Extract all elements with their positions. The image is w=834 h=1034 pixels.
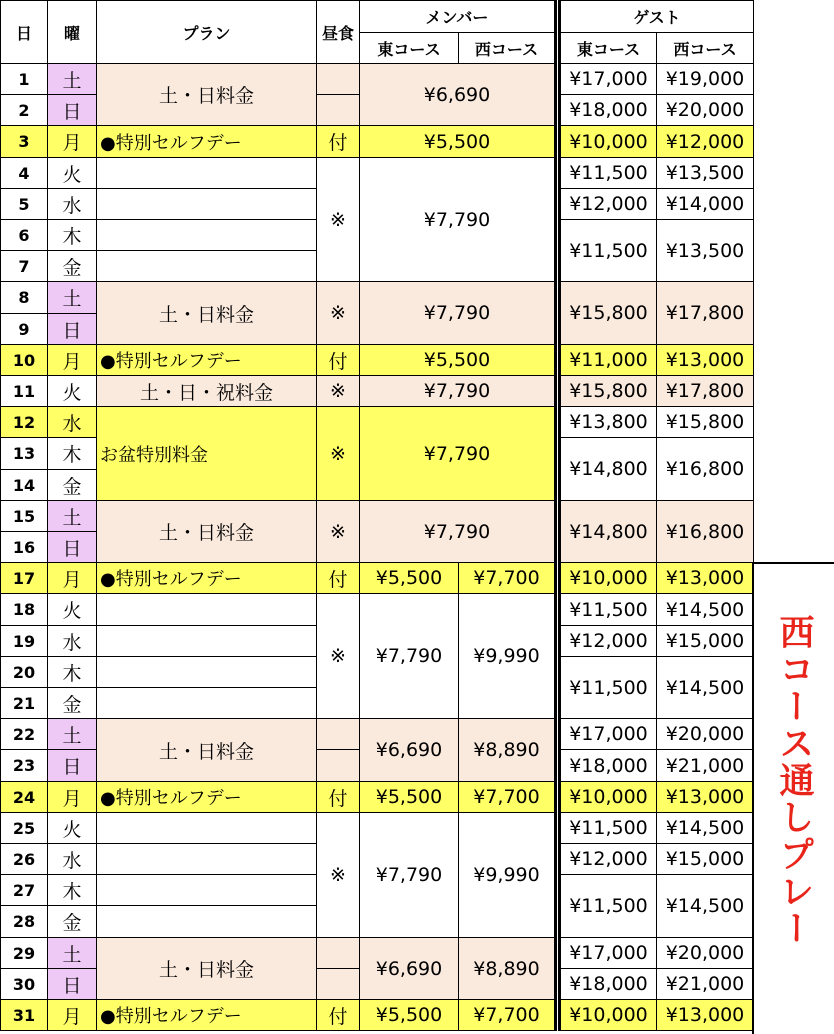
weekday: 水 [47, 843, 97, 875]
guest-east-price: ¥13,800 [558, 406, 657, 438]
member-west-price: ¥7,700 [458, 781, 557, 813]
day-number: 4 [0, 157, 48, 189]
plan-blank [96, 188, 317, 220]
plan-name: 土・日料金 [96, 937, 317, 1000]
guest-east-price: ¥12,000 [558, 843, 657, 875]
lunch-mark: 付 [316, 125, 360, 158]
plan-blank [96, 157, 317, 189]
weekday: 日 [47, 749, 97, 782]
weekday: 土 [47, 718, 97, 750]
weekday: 火 [47, 593, 97, 626]
plan-name: 土・日料金 [96, 500, 317, 563]
guest-east-price: ¥10,000 [558, 781, 657, 813]
guest-west-price: ¥21,000 [656, 749, 754, 782]
day-number: 31 [0, 999, 48, 1031]
day-number: 8 [0, 281, 48, 314]
guest-east-price: ¥11,500 [558, 593, 657, 626]
day-number: 20 [0, 656, 48, 688]
guest-east-price: ¥11,500 [558, 157, 657, 189]
plan-blank [96, 219, 317, 251]
lunch-mark: ※ [316, 593, 360, 719]
lunch-blank [316, 718, 360, 750]
weekday: 日 [47, 313, 97, 345]
member-price: ¥7,790 [359, 406, 557, 501]
header-day: 日 [0, 0, 48, 64]
weekday: 月 [47, 999, 97, 1031]
guest-east-price: ¥10,000 [558, 999, 657, 1031]
day-number: 29 [0, 937, 48, 969]
guest-east-price: ¥11,500 [558, 874, 657, 938]
day-number: 12 [0, 406, 48, 438]
member-price: ¥5,500 [359, 344, 557, 376]
plan-blank [96, 625, 317, 657]
plan-special-self-day: ●特別セルフデー [96, 562, 317, 594]
weekday: 日 [47, 968, 97, 1000]
day-number: 7 [0, 250, 48, 282]
plan-blank [96, 812, 317, 844]
member-east-price: ¥5,500 [359, 781, 459, 813]
guest-east-price: ¥15,800 [558, 375, 657, 407]
guest-east-price: ¥11,500 [558, 656, 657, 719]
plan-blank [96, 593, 317, 626]
lunch-mark: ※ [316, 281, 360, 345]
day-number: 18 [0, 593, 48, 626]
day-number: 19 [0, 625, 48, 657]
lunch-mark: ※ [316, 500, 360, 563]
guest-east-price: ¥17,000 [558, 718, 657, 750]
guest-west-price: ¥20,000 [656, 937, 754, 969]
weekday: 日 [47, 531, 97, 563]
lunch-mark: 付 [316, 781, 360, 813]
weekday: 金 [47, 687, 97, 719]
member-east-price: ¥6,690 [359, 718, 459, 782]
weekday: 日 [47, 94, 97, 126]
day-number: 15 [0, 500, 48, 532]
plan-blank [96, 656, 317, 688]
member-west-price: ¥8,890 [458, 937, 557, 1000]
plan-special-self-day: ●特別セルフデー [96, 344, 317, 376]
plan-name: 土・日料金 [96, 63, 317, 126]
weekday: 火 [47, 157, 97, 189]
weekday: 土 [47, 281, 97, 314]
day-number: 10 [0, 344, 48, 376]
member-west-price: ¥7,700 [458, 562, 557, 594]
guest-east-price: ¥12,000 [558, 188, 657, 220]
weekday: 水 [47, 188, 97, 220]
weekday: 木 [47, 437, 97, 470]
day-number: 17 [0, 562, 48, 594]
weekday: 土 [47, 937, 97, 969]
day-number: 9 [0, 313, 48, 345]
header-guest-east: 東コース [558, 32, 657, 64]
lunch-blank [316, 63, 360, 95]
header-dow: 曜 [47, 0, 97, 64]
day-number: 24 [0, 781, 48, 813]
lunch-mark: ※ [316, 812, 360, 938]
day-number: 14 [0, 469, 48, 501]
lunch-mark: ※ [316, 157, 360, 282]
guest-west-price: ¥15,800 [656, 406, 754, 438]
banner-text: 西コース通しプレー [774, 614, 814, 947]
guest-west-price: ¥21,000 [656, 968, 754, 1000]
guest-east-price: ¥11,500 [558, 219, 657, 282]
lunch-mark: 付 [316, 344, 360, 376]
guest-east-price: ¥17,000 [558, 63, 657, 95]
day-number: 22 [0, 718, 48, 750]
guest-west-price: ¥13,000 [656, 562, 754, 594]
member-east-price: ¥5,500 [359, 562, 459, 594]
lunch-blank [316, 937, 360, 969]
weekday: 火 [47, 375, 97, 407]
day-number: 1 [0, 63, 48, 95]
member-east-price: ¥5,500 [359, 999, 459, 1031]
guest-west-price: ¥20,000 [656, 718, 754, 750]
guest-east-price: ¥10,000 [558, 562, 657, 594]
guest-east-price: ¥11,000 [558, 344, 657, 376]
plan-blank [96, 843, 317, 875]
guest-west-price: ¥13,000 [656, 344, 754, 376]
guest-west-price: ¥13,500 [656, 219, 754, 282]
guest-west-price: ¥12,000 [656, 125, 754, 158]
weekday: 木 [47, 219, 97, 251]
header-lunch: 昼食 [316, 0, 360, 64]
guest-east-price: ¥10,000 [558, 125, 657, 158]
guest-west-price: ¥14,500 [656, 656, 754, 719]
member-price: ¥7,790 [359, 281, 557, 345]
lunch-blank [316, 968, 360, 1000]
member-price: ¥6,690 [359, 63, 557, 126]
guest-east-price: ¥18,000 [558, 749, 657, 782]
day-number: 5 [0, 188, 48, 220]
guest-east-price: ¥14,800 [558, 437, 657, 501]
day-number: 6 [0, 219, 48, 251]
guest-west-price: ¥19,000 [656, 63, 754, 95]
weekday: 土 [47, 63, 97, 95]
lunch-mark: 付 [316, 999, 360, 1031]
lunch-mark: ※ [316, 406, 360, 501]
guest-west-price: ¥15,000 [656, 625, 754, 657]
lunch-blank [316, 94, 360, 126]
weekday: 水 [47, 625, 97, 657]
day-number: 23 [0, 749, 48, 782]
member-price: ¥5,500 [359, 125, 557, 158]
day-number: 28 [0, 905, 48, 938]
header-member-west: 西コース [458, 32, 557, 64]
header-member-east: 東コース [359, 32, 459, 64]
day-number: 16 [0, 531, 48, 563]
member-west-price: ¥7,700 [458, 999, 557, 1031]
day-number: 30 [0, 968, 48, 1000]
plan-special-self-day: ●特別セルフデー [96, 999, 317, 1031]
weekday: 月 [47, 562, 97, 594]
guest-west-price: ¥14,500 [656, 812, 754, 844]
lunch-mark: ※ [316, 375, 360, 407]
guest-west-price: ¥20,000 [656, 94, 754, 126]
plan-blank [96, 874, 317, 906]
member-west-price: ¥9,990 [458, 812, 557, 938]
weekday: 火 [47, 812, 97, 844]
guest-west-price: ¥17,800 [656, 375, 754, 407]
plan-blank [96, 687, 317, 719]
header-guest-west: 西コース [656, 32, 754, 64]
guest-west-price: ¥14,500 [656, 593, 754, 626]
guest-east-price: ¥11,500 [558, 812, 657, 844]
plan-name: 土・日料金 [96, 281, 317, 345]
guest-west-price: ¥17,800 [656, 281, 754, 345]
plan-special-self-day: ●特別セルフデー [96, 125, 317, 158]
header-guest: ゲスト [558, 0, 754, 33]
guest-east-price: ¥17,000 [558, 937, 657, 969]
guest-west-price: ¥16,800 [656, 437, 754, 501]
day-number: 25 [0, 812, 48, 844]
plan-blank [96, 250, 317, 282]
plan-blank [96, 905, 317, 938]
day-number: 3 [0, 125, 48, 158]
plan-name: 土・日・祝料金 [96, 375, 317, 407]
guest-east-price: ¥15,800 [558, 281, 657, 345]
weekday: 月 [47, 344, 97, 376]
guest-west-price: ¥14,500 [656, 874, 754, 938]
member-west-price: ¥8,890 [458, 718, 557, 782]
guest-east-price: ¥18,000 [558, 968, 657, 1000]
member-east-price: ¥6,690 [359, 937, 459, 1000]
lunch-mark: 付 [316, 562, 360, 594]
member-price: ¥7,790 [359, 375, 557, 407]
guest-west-price: ¥13,000 [656, 999, 754, 1031]
guest-west-price: ¥13,000 [656, 781, 754, 813]
guest-west-price: ¥14,000 [656, 188, 754, 220]
member-price: ¥7,790 [359, 157, 557, 282]
guest-west-price: ¥13,500 [656, 157, 754, 189]
member-east-price: ¥7,790 [359, 812, 459, 938]
guest-east-price: ¥12,000 [558, 625, 657, 657]
plan-special-self-day: ●特別セルフデー [96, 781, 317, 813]
day-number: 21 [0, 687, 48, 719]
day-number: 11 [0, 375, 48, 407]
weekday: 月 [47, 125, 97, 158]
guest-west-price: ¥15,000 [656, 843, 754, 875]
day-number: 2 [0, 94, 48, 126]
weekday: 土 [47, 500, 97, 532]
header-member: メンバー [359, 0, 557, 33]
west-course-banner [752, 562, 834, 1034]
weekday: 木 [47, 874, 97, 906]
member-east-price: ¥7,790 [359, 593, 459, 719]
day-number: 26 [0, 843, 48, 875]
member-west-price: ¥9,990 [458, 593, 557, 719]
weekday: 金 [47, 250, 97, 282]
day-number: 13 [0, 437, 48, 470]
weekday: 金 [47, 469, 97, 501]
lunch-blank [316, 749, 360, 782]
weekday: 水 [47, 406, 97, 438]
guest-east-price: ¥18,000 [558, 94, 657, 126]
weekday: 月 [47, 781, 97, 813]
weekday: 木 [47, 656, 97, 688]
header-plan: プラン [96, 0, 317, 64]
plan-special-self-day: お盆特別料金 [96, 406, 317, 501]
weekday: 金 [47, 905, 97, 938]
plan-name: 土・日料金 [96, 718, 317, 782]
guest-east-price: ¥14,800 [558, 500, 657, 563]
guest-west-price: ¥16,800 [656, 500, 754, 563]
day-number: 27 [0, 874, 48, 906]
member-price: ¥7,790 [359, 500, 557, 563]
